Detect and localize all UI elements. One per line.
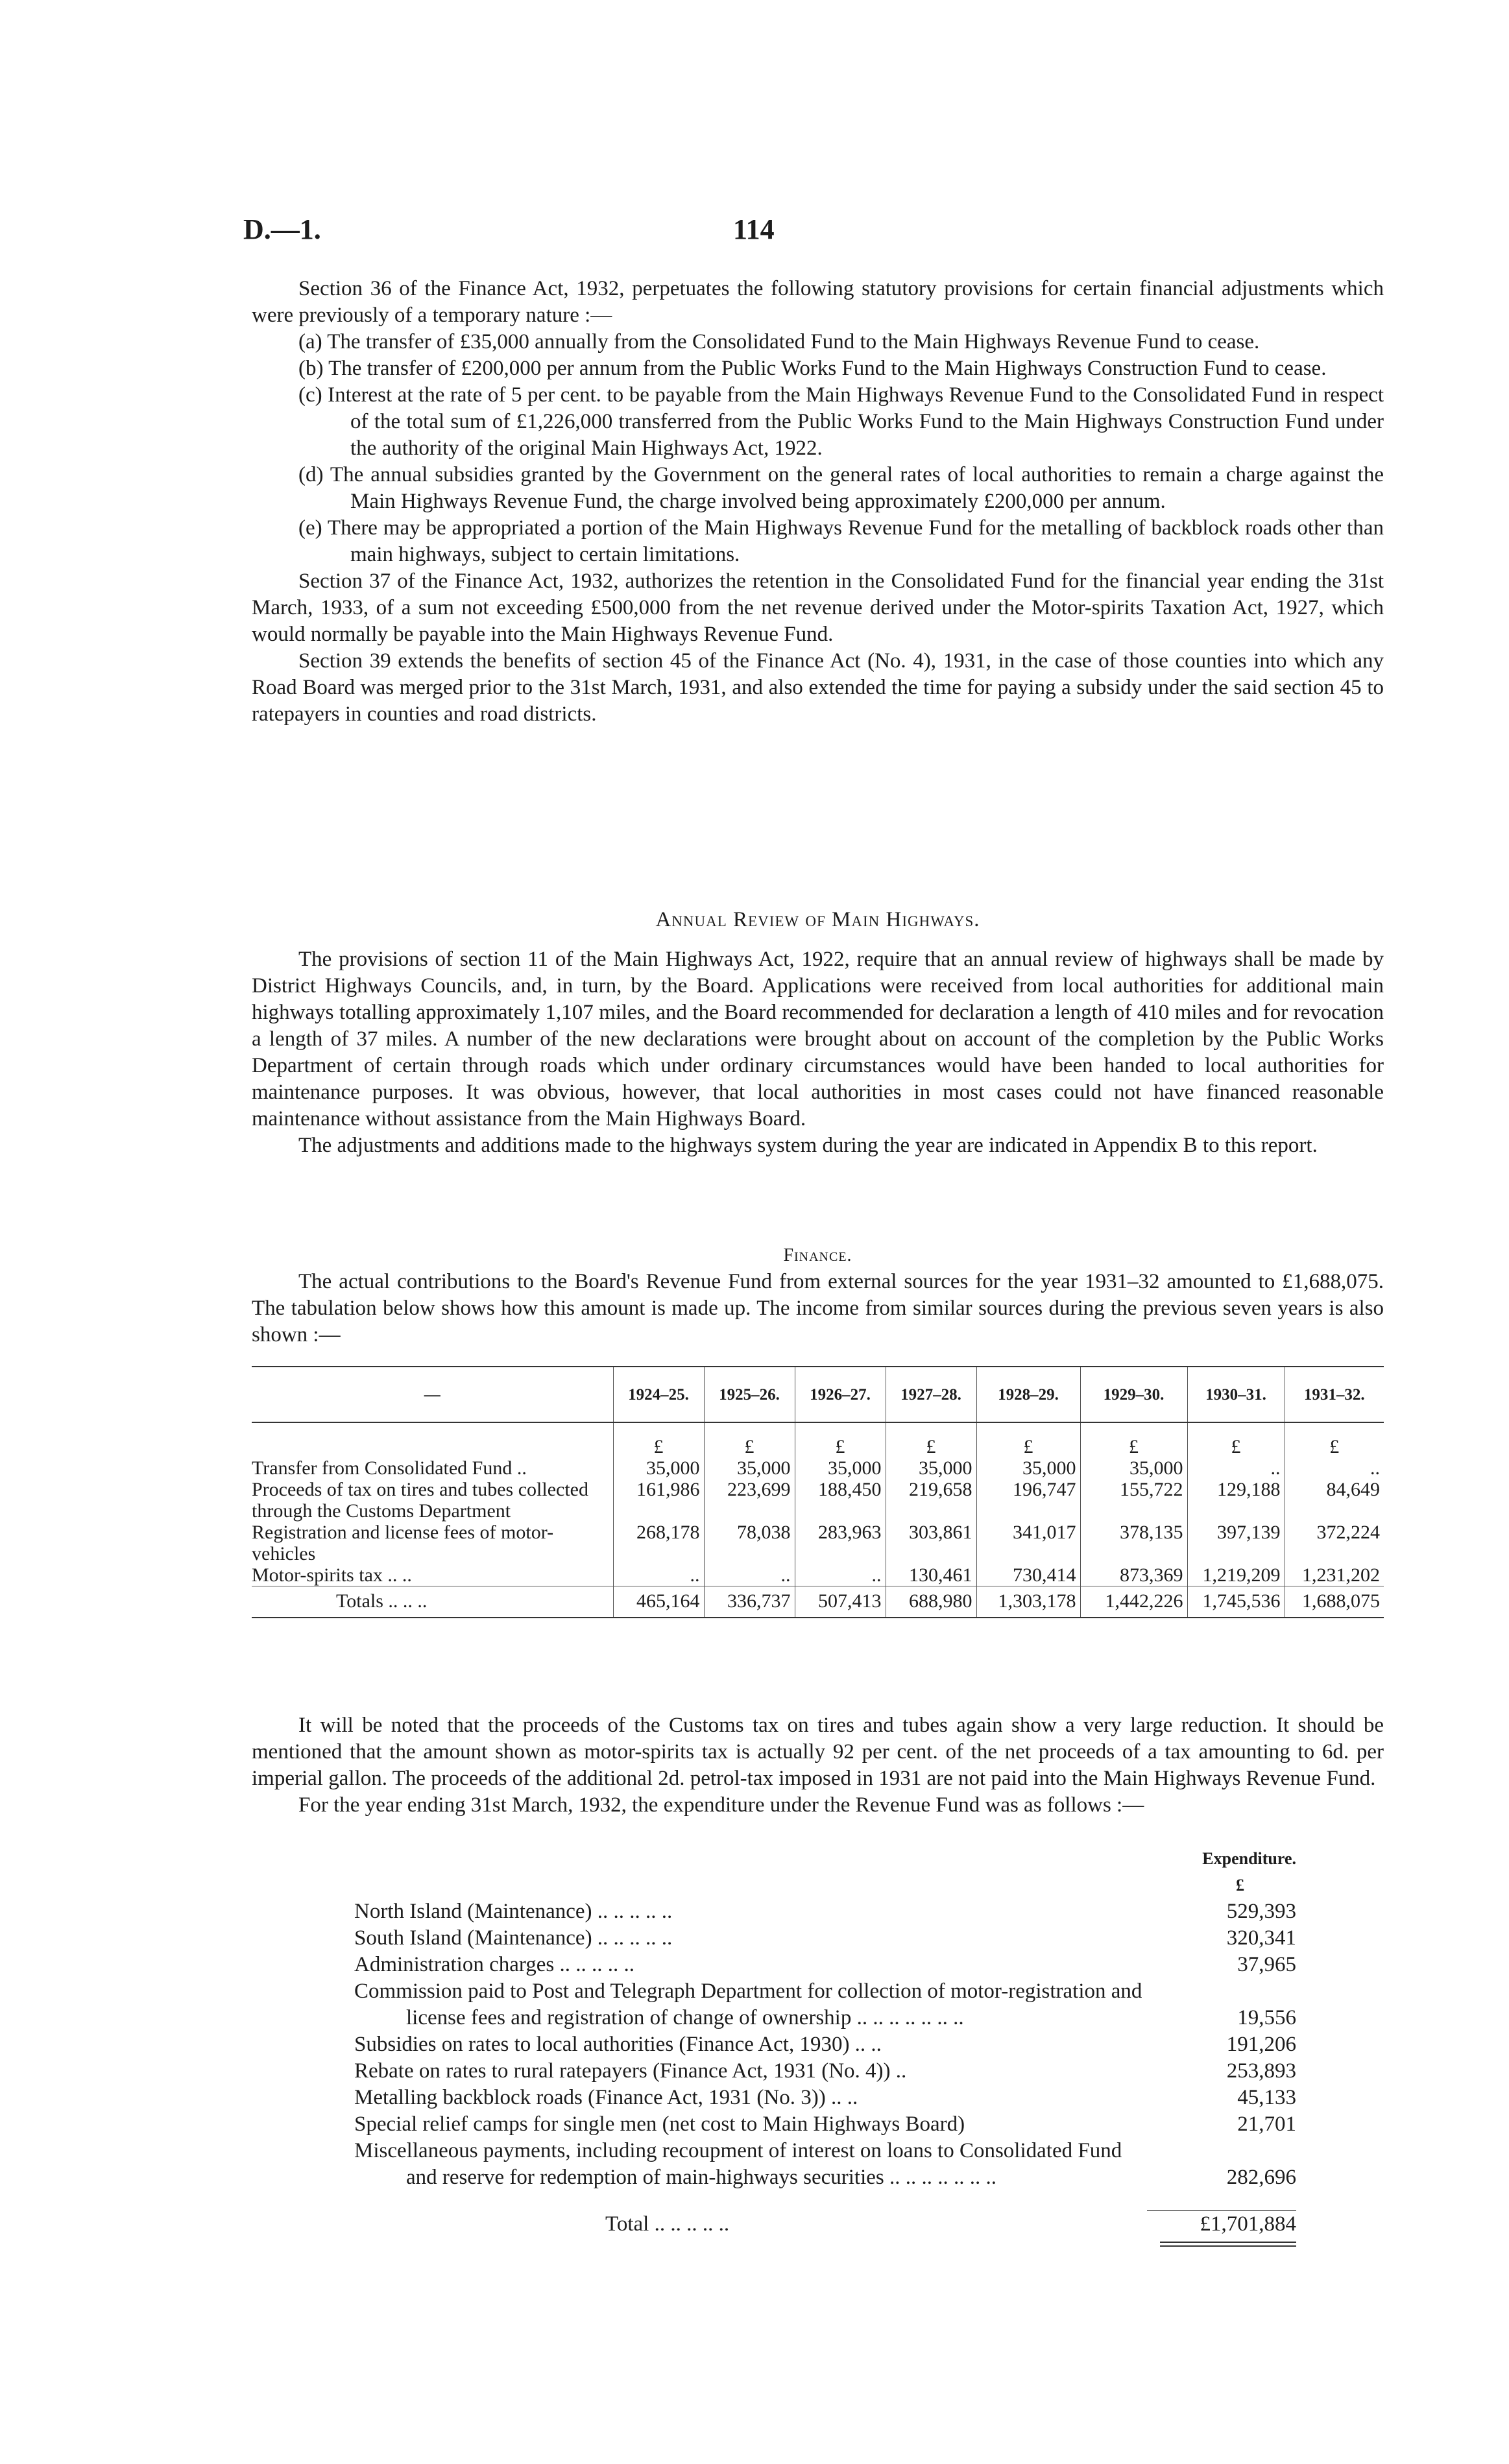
expenditure-label: Miscellaneous payments, including recoupment of interest on loans to Consolidated Fund and reserve for redemption of main-highways securities .. .. .. .. .. .. .. xyxy=(354,2139,1122,2189)
appendix-paragraph: The adjustments and additions made to the highways system during the year are indicated in Appendix B to this report. xyxy=(298,1134,1318,1157)
expenditure-total-row xyxy=(252,2210,1384,2238)
document-code: D.—1. xyxy=(243,213,321,245)
table-corner: — xyxy=(252,1367,613,1422)
expenditure-value: 253,893 xyxy=(1226,2059,1296,2083)
finance-paragraph: The actual contributions to the Board's Revenue Fund from external sources for the year 1931–32 amounted to £1,688,075. The tabulation below shows how this amount is made up. The income from similar sources during the previous seven years is also shown :— xyxy=(252,1270,1384,1346)
table-cell: 378,135 xyxy=(1080,1522,1187,1564)
year-header: 1924–25. xyxy=(613,1367,704,1422)
expenditure-total-value: £1,701,884 xyxy=(1147,2210,1296,2238)
table-cell: .. xyxy=(1187,1457,1285,1479)
year-header: 1928–29. xyxy=(976,1367,1080,1422)
table-cell: 188,450 xyxy=(795,1479,886,1522)
table-row xyxy=(252,1522,1384,1564)
table-cell: .. xyxy=(795,1564,886,1586)
expenditure-item xyxy=(252,1898,1384,1925)
unit-cell: £ xyxy=(704,1422,795,1457)
table-cell: 129,188 xyxy=(1187,1479,1285,1522)
expenditure-value: 191,206 xyxy=(1226,2033,1296,2056)
provision-item-c: (c) Interest at the rate of 5 per cent. to be payable from the Main Highways Revenue Fund to the Consolidated Fund in respect of the total sum of £1,226,000 transferred from the Public Works Fund to the Main Highways Construction Fund under the authority of the original Main Highways Act, 1922. xyxy=(298,383,1384,460)
expenditure-value: 19,556 xyxy=(1237,2006,1296,2029)
table-cell: 35,000 xyxy=(795,1457,886,1479)
review-heading: Annual Review of Main Highways. xyxy=(655,908,980,931)
table-cell: 78,038 xyxy=(704,1522,795,1564)
table-cell: 730,414 xyxy=(976,1564,1080,1586)
year-header: 1927–28. xyxy=(886,1367,976,1422)
unit-cell: £ xyxy=(976,1422,1080,1457)
total-cell: 336,737 xyxy=(704,1586,795,1618)
table-cell: .. xyxy=(613,1564,704,1586)
expenditure-unit: £ xyxy=(1236,1876,1244,1895)
section-37-paragraph: Section 37 of the Finance Act, 1932, authorizes the retention in the Consolidated Fund for the financial year ending the 31st March, 1933, of a sum not exceeding £500,000 from the net revenue derived under the Motor-spirits Taxation Act, 1927, which would normally be payable into the Main Highways Revenue Fund. xyxy=(252,569,1384,646)
expenditure-item xyxy=(252,2031,1384,2058)
expenditure-heading: Expenditure. xyxy=(1202,1849,1296,1868)
after-table-section xyxy=(252,1712,1384,1819)
total-cell: 1,442,226 xyxy=(1080,1586,1187,1618)
total-cell: 507,413 xyxy=(795,1586,886,1618)
table-cell: 35,000 xyxy=(704,1457,795,1479)
table-cell: 35,000 xyxy=(1080,1457,1187,1479)
table-cell: 35,000 xyxy=(886,1457,976,1479)
unit-cell: £ xyxy=(795,1422,886,1457)
table-row xyxy=(252,1564,1384,1586)
unit-cell: £ xyxy=(1080,1422,1187,1457)
totals-label: Totals .. .. .. xyxy=(252,1586,613,1618)
expenditure-value: 282,696 xyxy=(1226,2166,1296,2189)
total-cell: 465,164 xyxy=(613,1586,704,1618)
finance-section xyxy=(252,1242,1384,1348)
expenditure-value: 529,393 xyxy=(1226,1900,1296,1923)
row-label: Proceeds of tax on tires and tubes collected through the Customs Department xyxy=(252,1479,588,1522)
expenditure-item xyxy=(252,1978,1384,2031)
table-cell: 161,986 xyxy=(613,1479,704,1522)
provision-item-e: (e) There may be appropriated a portion of the Main Highways Revenue Fund for the metalling of backblock roads other than main highways, subject to certain limitations. xyxy=(298,516,1384,566)
table-cell: 341,017 xyxy=(976,1522,1080,1564)
expenditure-label: Administration charges .. .. .. .. .. xyxy=(354,1953,634,1976)
table-cell: 219,658 xyxy=(886,1479,976,1522)
table-cell: .. xyxy=(704,1564,795,1586)
expenditure-item xyxy=(252,1952,1384,1978)
unit-cell: £ xyxy=(613,1422,704,1457)
total-double-rule xyxy=(252,2238,1384,2247)
unit-row xyxy=(252,1422,1384,1457)
revenue-table xyxy=(252,1366,1384,1618)
table-cell: 223,699 xyxy=(704,1479,795,1522)
table-row xyxy=(252,1479,1384,1522)
table-cell: 303,861 xyxy=(886,1522,976,1564)
double-underline xyxy=(1160,2242,1296,2247)
expenditure-value: 21,701 xyxy=(1237,2112,1296,2136)
table-cell: 283,963 xyxy=(795,1522,886,1564)
totals-row xyxy=(252,1586,1384,1618)
table-cell: 1,231,202 xyxy=(1285,1564,1384,1586)
intro-section xyxy=(252,276,1384,728)
expenditure-intro: For the year ending 31st March, 1932, the expenditure under the Revenue Fund was as follows :— xyxy=(298,1793,1144,1817)
expenditure-statement xyxy=(252,1845,1384,2247)
expenditure-label: Subsidies on rates to local authorities (Finance Act, 1930) .. .. xyxy=(354,2033,882,2056)
provision-item-a: (a) The transfer of £35,000 annually from the Consolidated Fund to the Main Highways Revenue Fund to cease. xyxy=(298,330,1260,353)
intro-paragraph: Section 36 of the Finance Act, 1932, perpetuates the following statutory provisions for certain financial adjustments which were previously of a temporary nature :— xyxy=(252,277,1384,327)
unit-cell: £ xyxy=(886,1422,976,1457)
table-cell: 372,224 xyxy=(1285,1522,1384,1564)
expenditure-total-label: Total .. .. .. .. .. xyxy=(605,2212,730,2236)
table-cell: 84,649 xyxy=(1285,1479,1384,1522)
expenditure-item xyxy=(252,2058,1384,2085)
finance-heading: Finance. xyxy=(783,1245,852,1265)
customs-paragraph: It will be noted that the proceeds of the Customs tax on tires and tubes again show a very large reduction. It should be mentioned that the amount shown as motor-spirits tax is actually 92 per cent. of the net proceeds of a tax amounting to 6d. per imperial gallon. The proceeds of the additional 2d. petrol-tax imposed in 1931 are not paid into the Main Highways Revenue Fund. xyxy=(252,1714,1384,1790)
provision-item-b: (b) The transfer of £200,000 per annum from the Public Works Fund to the Main Highways Construction Fund to cease. xyxy=(298,357,1327,380)
year-header: 1925–26. xyxy=(704,1367,795,1422)
row-label: Registration and license fees of motor-vehicles xyxy=(252,1522,554,1564)
expenditure-item xyxy=(252,2085,1384,2111)
total-cell: 688,980 xyxy=(886,1586,976,1618)
expenditure-value: 320,341 xyxy=(1226,1926,1296,1950)
table-row xyxy=(252,1457,1384,1479)
provision-item-d: (d) The annual subsidies granted by the Government on the general rates of local authorities to remain a charge against the Main Highways Revenue Fund, the charge involved being approximately £200,000 per annum. xyxy=(298,463,1384,513)
table-cell: 268,178 xyxy=(613,1522,704,1564)
row-label: Motor-spirits tax .. .. xyxy=(252,1564,412,1586)
year-header: 1931–32. xyxy=(1285,1367,1384,1422)
section-39-paragraph: Section 39 extends the benefits of section 45 of the Finance Act (No. 4), 1931, in the case of those counties into which any Road Board was merged prior to the 31st March, 1931, and also extended the time for paying a subsidy under the said section 45 to ratepayers in counties and road districts. xyxy=(252,649,1384,726)
unit-cell: £ xyxy=(1285,1422,1384,1457)
expenditure-item xyxy=(252,2138,1384,2191)
unit-cell: £ xyxy=(1187,1422,1285,1457)
expenditure-label: South Island (Maintenance) .. .. .. .. .. xyxy=(354,1926,673,1950)
table-header-row xyxy=(252,1367,1384,1422)
row-label: Transfer from Consolidated Fund .. xyxy=(252,1457,527,1479)
table-cell: 130,461 xyxy=(886,1564,976,1586)
expenditure-label: Rebate on rates to rural ratepayers (Finance Act, 1931 (No. 4)) .. xyxy=(354,2059,907,2083)
table-cell: 35,000 xyxy=(613,1457,704,1479)
expenditure-item xyxy=(252,2111,1384,2138)
expenditure-value: 37,965 xyxy=(1237,1953,1296,1976)
review-section xyxy=(252,907,1384,1159)
year-header: 1926–27. xyxy=(795,1367,886,1422)
expenditure-label: Metalling backblock roads (Finance Act, 1931 (No. 3)) .. .. xyxy=(354,2086,858,2109)
table-cell: 397,139 xyxy=(1187,1522,1285,1564)
page-number: 114 xyxy=(733,213,775,245)
table-cell: .. xyxy=(1285,1457,1384,1479)
total-cell: 1,688,075 xyxy=(1285,1586,1384,1618)
year-header: 1930–31. xyxy=(1187,1367,1285,1422)
table-cell: 196,747 xyxy=(976,1479,1080,1522)
expenditure-value: 45,133 xyxy=(1237,2086,1296,2109)
table-cell: 155,722 xyxy=(1080,1479,1187,1522)
review-paragraph: The provisions of section 11 of the Main Highways Act, 1922, require that an annual review of highways shall be made by District Highways Councils, and, in turn, by the Board. Applications were received from local authorities for additional main highways totalling approximately 1,107 miles, and the Board recommended for declaration a length of 410 miles and for revocation a length of 37 miles. A number of the new declarations were brought about on account of the completion by the Public Works Department of certain through roads which under ordinary circumstances would have been handed to local authorities for maintenance purposes. It was obvious, however, that local authorities in most cases could not have financed reasonable maintenance without assistance from the Main Highways Board. xyxy=(252,948,1384,1130)
total-cell: 1,303,178 xyxy=(976,1586,1080,1618)
expenditure-label: North Island (Maintenance) .. .. .. .. .. xyxy=(354,1900,673,1923)
table-cell: 873,369 xyxy=(1080,1564,1187,1586)
expenditure-label: Special relief camps for single men (net cost to Main Highways Board) xyxy=(354,2112,965,2136)
table-cell: 1,219,209 xyxy=(1187,1564,1285,1586)
year-header: 1929–30. xyxy=(1080,1367,1187,1422)
expenditure-item xyxy=(252,1925,1384,1952)
table-cell: 35,000 xyxy=(976,1457,1080,1479)
expenditure-label: Commission paid to Post and Telegraph Department for collection of motor-registration and license fees and registration of change of ownership .. .. .. .. .. .. .. xyxy=(354,1980,1142,2029)
total-cell: 1,745,536 xyxy=(1187,1586,1285,1618)
